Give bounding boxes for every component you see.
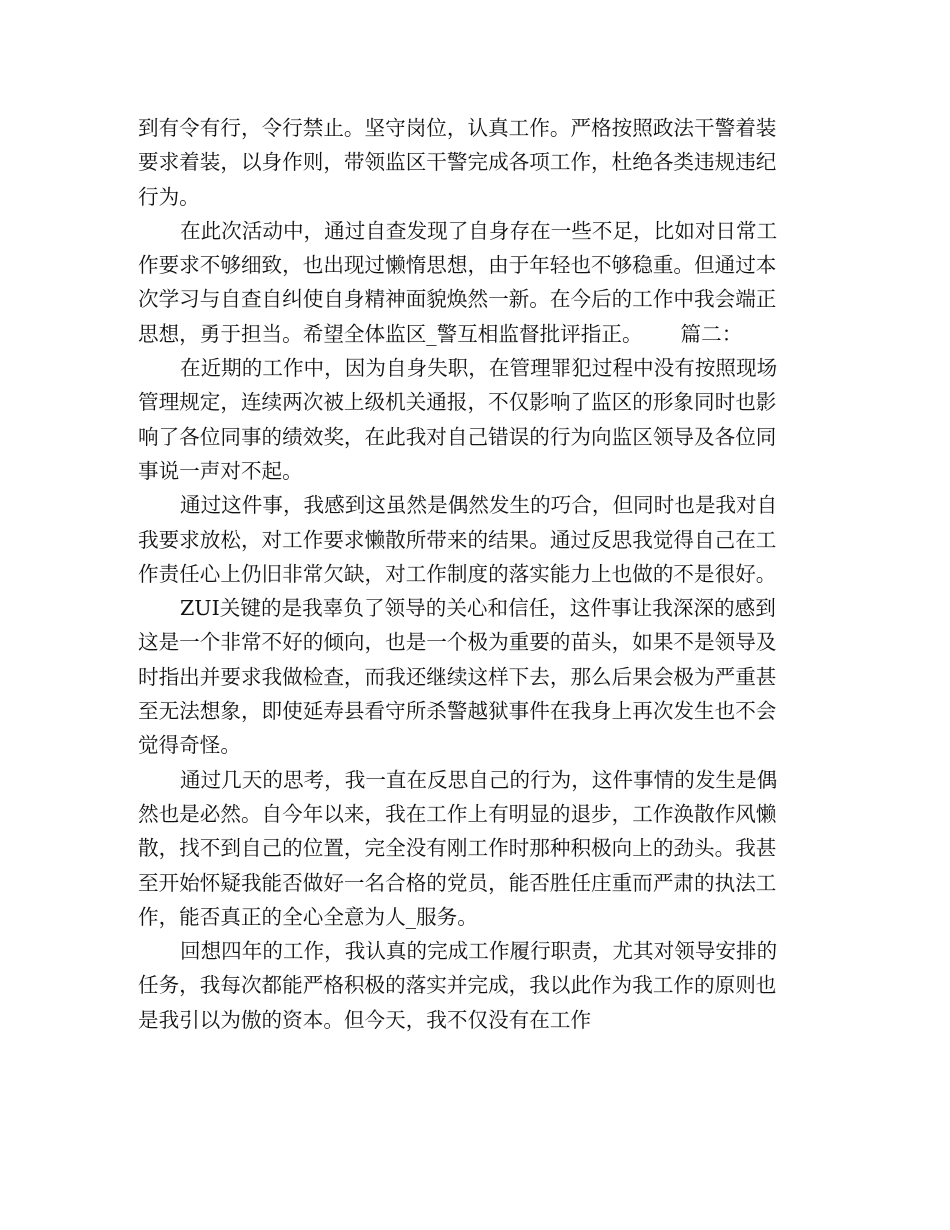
text-line [138, 523, 818, 557]
text-line [138, 660, 818, 694]
text-line [138, 454, 818, 488]
text-line-content: 要求着装，以身作则，带领监区干警完成各项工作，杜绝各类违规违纪 [138, 150, 777, 175]
text-line-content: 然也是必然。自今年以来，我在工作上有明显的退步，工作涣散作风懒 [138, 801, 777, 826]
text-line [138, 728, 818, 762]
text-line-content: 至无法想象，即使延寿县看守所杀警越狱事件在我身上再次发生也不会 [138, 699, 777, 724]
document-body [138, 111, 818, 1037]
text-line-content: 回想四年的工作，我认真的完成工作履行职责，尤其对领导安排的 [180, 939, 778, 964]
text-line [138, 420, 818, 454]
text-line-content: 在近期的工作中，因为自身失职，在管理罪犯过程中没有按照现场 [180, 356, 778, 381]
text-line [138, 900, 818, 934]
text-line [138, 351, 818, 385]
text-line-content: 管理规定，连续两次被上级机关通报，不仅影响了监区的形象同时也影 [138, 390, 777, 415]
text-line [138, 488, 818, 522]
text-line-content: 任务，我每次都能严格积极的落实并完成，我以此作为我工作的原则也 [138, 973, 777, 998]
text-line-content: 思想，勇于担当。希望全体监区_警互相监督批评指正。 [138, 321, 643, 346]
text-line [138, 248, 818, 282]
text-line-content: 响了各位同事的绩效奖，在此我对自己错误的行为向监区领导及各位同 [138, 424, 777, 449]
text-line-content: 到有令有行，令行禁止。坚守岗位，认真工作。严格按照政法干警着装 [138, 116, 777, 140]
text-line-content: 事说一声对不起。 [138, 458, 303, 483]
text-line [138, 557, 818, 591]
text-line-content: 是我引以为傲的资本。但今天，我不仅没有在工作 [138, 1007, 592, 1032]
text-line-content: ZUI关键的是我辜负了领导的关心和信任，这件事让我深深的感到 [180, 596, 776, 621]
text-line [138, 591, 818, 625]
section-heading: 篇二： [680, 321, 743, 346]
text-line-content: 至开始怀疑我能否做好一名合格的党员，能否胜任庄重而严肃的执法工 [138, 870, 777, 895]
text-line [138, 831, 818, 865]
text-line [138, 214, 818, 248]
text-line-content: 我要求放松，对工作要求懒散所带来的结果。通过反思我觉得自己在工 [138, 527, 777, 552]
text-line [138, 625, 818, 659]
text-line [138, 180, 818, 214]
text-line-content: 通过这件事，我感到这虽然是偶然发生的巧合，但同时也是我对自 [180, 493, 778, 518]
text-line [138, 385, 818, 419]
text-line [138, 934, 818, 968]
text-line [138, 145, 818, 179]
text-line-content: 时指出并要求我做检查，而我还继续这样下去，那么后果会极为严重甚 [138, 664, 777, 689]
text-line-content: 这是一个非常不好的倾向，也是一个极为重要的苗头，如果不是领导及 [138, 630, 777, 655]
text-line-content: 作要求不够细致，也出现过懒惰思想，由于年轻也不够稳重。但通过本 [138, 253, 777, 278]
text-line-content: 觉得奇怪。 [138, 733, 241, 758]
text-line [138, 797, 818, 831]
text-line-content: 行为。 [138, 184, 200, 209]
text-line-content: 通过几天的思考，我一直在反思自己的行为，这件事情的发生是偶 [180, 767, 778, 792]
text-line [138, 866, 818, 900]
text-line-content: 散，找不到自己的位置，完全没有刚工作时那种积极向上的劲头。我甚 [138, 836, 777, 861]
text-line-content: 作责任心上仍旧非常欠缺，对工作制度的落实能力上也做的不是很好。 [138, 561, 777, 586]
text-line-content: 在此次活动中，通过自查发现了自身存在一些不足，比如对日常工 [180, 218, 778, 243]
text-line [138, 763, 818, 797]
text-line [138, 317, 818, 351]
text-line [138, 111, 818, 145]
text-line [138, 282, 818, 316]
text-line [138, 1003, 818, 1037]
text-line [138, 968, 818, 1002]
text-line-content: 作，能否真正的全心全意为人_服务。 [138, 904, 478, 929]
text-line-content: 次学习与自查自纠使自身精神面貌焕然一新。在今后的工作中我会端正 [138, 287, 777, 312]
text-line [138, 694, 818, 728]
